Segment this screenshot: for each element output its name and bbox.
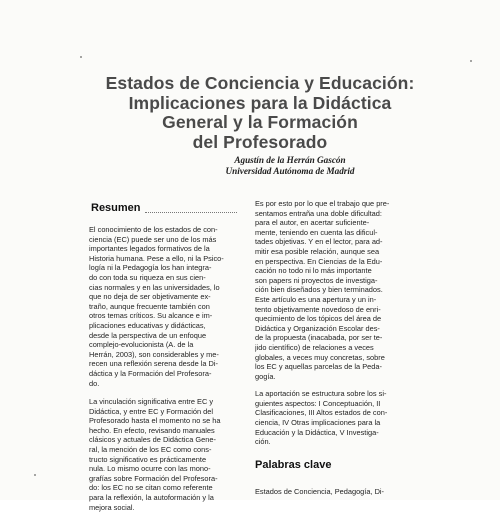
title-line: Estados de Conciencia y Educación: — [105, 73, 415, 93]
text-line: Clasificaciones, III Altos estados de con- — [255, 408, 388, 418]
text-line: El conocimiento de los estados de con- — [89, 225, 218, 234]
title-line: del Profesorado — [192, 131, 328, 152]
text-line: La vinculación significativa entre EC y — [89, 397, 214, 407]
article-title — [60, 74, 460, 152]
text-line: jido científico) de relaciones a veces — [255, 342, 374, 352]
text-line: ral, la mención de los EC como cons- — [89, 445, 212, 455]
text-line: Profesorado hasta el momento no se ha — [89, 416, 221, 426]
text-line: sentamos entraña una doble dificultad: — [255, 208, 382, 218]
text-line: complejo-evolucionista (A. de la — [89, 340, 194, 350]
author-block — [120, 155, 460, 177]
text-line: ciencia (EC) puede ser uno de los más — [89, 234, 217, 244]
text-line: desde la perspectiva de un enfoque — [89, 330, 207, 340]
author-name: Agustín de la Herrán Gascón — [234, 155, 346, 165]
text-line: hecho. En efecto, revisando manuales — [89, 425, 215, 435]
scan-speck — [470, 60, 472, 62]
author-affiliation: Universidad Autónoma de Madrid — [225, 166, 355, 176]
scan-speck — [80, 56, 82, 58]
body-paragraph-1 — [255, 199, 415, 381]
text-line: traño, aunque frecuente también con — [89, 301, 210, 311]
text-line: Este artículo es una apertura y un in- — [255, 294, 377, 304]
text-line: Educación y la Didáctica, V Investiga- — [255, 427, 379, 437]
paragraph-gap — [255, 381, 415, 389]
text-line: plicaciones educativas y didácticas, — [89, 320, 206, 330]
text-line: los EC y aquellas parcelas de la Peda- — [255, 362, 382, 372]
text-line: ción. — [255, 437, 271, 447]
text-line: otros temas críticos. Su alcance e im- — [89, 311, 213, 321]
text-line: Historia humana. Pese a ello, ni la Psico- — [89, 253, 224, 263]
left-column — [89, 225, 241, 512]
text-line: tructo significativo es prácticamente — [89, 454, 207, 464]
paragraph-gap — [89, 388, 241, 397]
text-line: mejora social. — [89, 502, 135, 512]
text-line: en perspectiva. En Ciencias de la Edu- — [255, 256, 383, 266]
text-line: son papers ni proyectos de investiga- — [255, 275, 378, 285]
text-line: mente, teniendo en cuenta las dificul- — [255, 227, 378, 237]
text-line: dáctica y la Formación del Profesora- — [89, 368, 212, 378]
text-line: logía ni la Pedagogía los han integra- — [89, 263, 212, 273]
text-line: tento objetivamente novedoso de enri- — [255, 304, 381, 314]
text-line: do con toda su riqueza en sus cien- — [89, 272, 206, 282]
text-line: clásicos y actuales de Didáctica Gene- — [89, 435, 216, 445]
text-line: tades objetivas. Y en el lector, para ad- — [255, 237, 383, 247]
text-line: nula. Lo mismo ocurre con las mono- — [89, 464, 211, 474]
resumen-paragraph-1 — [89, 225, 241, 388]
text-line: Didáctica y Organización Escolar des- — [255, 323, 380, 333]
text-line: Herrán, 2003), son considerables y me- — [89, 349, 219, 359]
text-line: globales, a veces muy concretas, sobre — [255, 352, 385, 362]
text-line: grafías sobre Formación del Profesora- — [89, 473, 218, 483]
text-line: que no deja de ser objetivamente ex- — [89, 292, 211, 302]
keywords-heading: Palabras clave — [255, 459, 332, 471]
resumen-paragraph-2 — [89, 397, 241, 512]
text-line: guientes aspectos: I Conceptuación, II — [255, 398, 381, 408]
text-line: cación no todo ni lo más importante — [255, 266, 372, 276]
text-line: importantes legados formativos de la — [89, 244, 210, 254]
text-line: ciencia, IV Otras implicaciones para la — [255, 418, 381, 428]
title-line: General y la Formación — [162, 112, 358, 132]
text-line: de la propuesta (inacabada, por ser te- — [255, 333, 383, 343]
heading-rule — [145, 212, 237, 213]
text-line: para el autor, en acertar suficiente- — [255, 218, 370, 228]
text-line: do. — [89, 378, 100, 388]
text-line: para la reflexión, la autoformación y la — [89, 493, 214, 503]
right-column — [255, 199, 415, 447]
text-line: La aportación se estructura sobre los si- — [255, 389, 387, 399]
text-line: mitir esa posible relación, aunque sea — [255, 246, 380, 256]
text-line: Es por esto por lo que el trabajo que pre- — [255, 199, 390, 208]
body-paragraph-2 — [255, 389, 415, 447]
resumen-heading: Resumen — [91, 202, 141, 214]
text-line: cias normales y en las universidades, lo — [89, 282, 220, 292]
text-line: do: los EC no se citan como referente — [89, 483, 213, 493]
title-line: Implicaciones para la Didáctica — [128, 92, 392, 113]
text-line: recen una reflexión serena desde la Di- — [89, 359, 219, 369]
text-line: gogía. — [255, 371, 276, 381]
keywords-text — [255, 487, 425, 497]
text-line: ción bien diseñados y bien terminados. — [255, 285, 383, 295]
text-line: quecimiento de los tópicos del área de — [255, 314, 382, 324]
scan-speck — [34, 474, 36, 476]
keywords-line: Estados de Conciencia, Pedagogía, Di- — [255, 487, 385, 496]
text-line: Didáctica, y entre EC y Formación del — [89, 406, 214, 416]
